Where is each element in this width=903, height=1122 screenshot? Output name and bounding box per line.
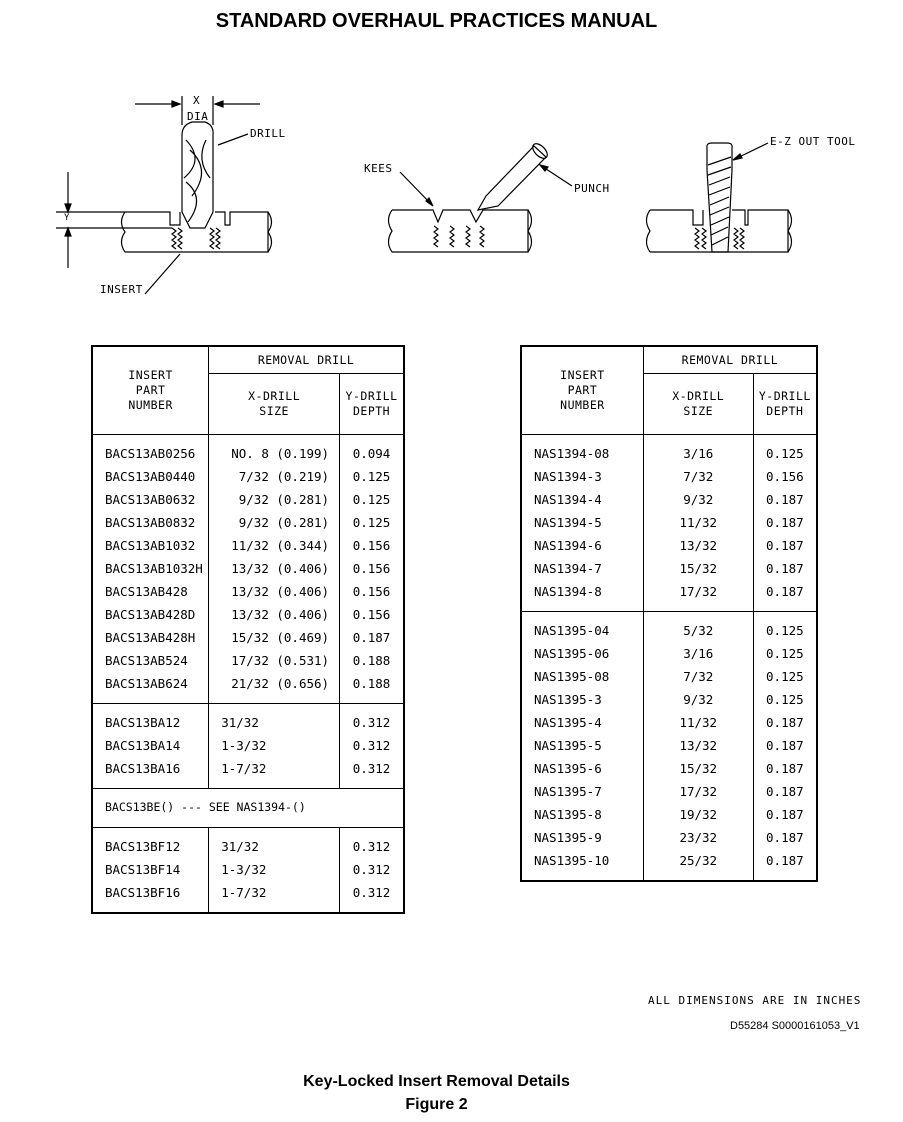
- table-row: [521, 465, 817, 488]
- table-row: [521, 826, 817, 849]
- x-drill-size-cell: NO. 8 (0.199): [209, 442, 340, 465]
- drill-view: [56, 96, 272, 294]
- part-number-cell: BACS13AB0440: [105, 469, 196, 484]
- y-drill-depth-cell: 0.187: [753, 557, 817, 580]
- part-number-cell: NAS1394-6: [534, 538, 602, 553]
- x-drill-size-cell: 7/32: [643, 465, 753, 488]
- part-number-cell: NAS1394-7: [534, 561, 602, 576]
- table-row: [521, 619, 817, 642]
- table-row: [92, 442, 404, 465]
- x-drill-size-cell: 17/32: [643, 580, 753, 603]
- table-row: [521, 688, 817, 711]
- table-row: [521, 488, 817, 511]
- x-drill-size-cell: 7/32: [643, 665, 753, 688]
- header-x-drill-size: [643, 374, 753, 435]
- part-number-cell: NAS1395-4: [534, 715, 602, 730]
- y-drill-depth-cell: 0.125: [340, 465, 404, 488]
- header-removal-drill: REMOVAL DRILL: [643, 346, 817, 374]
- y-drill-depth-cell: 0.156: [340, 580, 404, 603]
- x-drill-size-cell: 25/32: [643, 849, 753, 872]
- x-drill-size-cell: 13/32 (0.406): [209, 603, 340, 626]
- y-drill-depth-cell: 0.187: [753, 849, 817, 872]
- right-insert-table: [520, 345, 818, 882]
- table-row: [92, 649, 404, 672]
- y-drill-depth-cell: 0.312: [340, 881, 404, 904]
- header-x-line: X-DRILL: [672, 389, 725, 403]
- part-number-cell: BACS13AB524: [105, 653, 188, 668]
- table-note-row: [92, 796, 404, 819]
- part-number-cell: BACS13AB0832: [105, 515, 196, 530]
- part-number-cell: NAS1394-4: [534, 492, 602, 507]
- header-y-line: Y-DRILL: [345, 389, 398, 403]
- header-part-line: PART: [135, 383, 166, 397]
- table-row: [521, 734, 817, 757]
- part-number-cell: NAS1395-8: [534, 807, 602, 822]
- y-drill-depth-cell: 0.312: [340, 835, 404, 858]
- x-drill-size-cell: 15/32 (0.469): [209, 626, 340, 649]
- table-row: [521, 803, 817, 826]
- y-drill-depth-cell: 0.156: [340, 603, 404, 626]
- part-number-cell: NAS1395-06: [534, 646, 610, 661]
- y-drill-depth-cell: 0.187: [753, 780, 817, 803]
- x-drill-size-cell: 1-3/32: [209, 858, 340, 881]
- y-drill-depth-cell: 0.187: [753, 488, 817, 511]
- part-number-cell: BACS13AB428D: [105, 607, 196, 622]
- table-note: BACS13BE() --- SEE NAS1394-(): [105, 800, 306, 814]
- y-drill-depth-cell: 0.125: [753, 642, 817, 665]
- y-drill-depth-cell: 0.187: [753, 734, 817, 757]
- table-row: [521, 757, 817, 780]
- part-number-cell: BACS13AB428: [105, 584, 188, 599]
- table-row: [521, 849, 817, 872]
- y-drill-depth-cell: 0.188: [340, 649, 404, 672]
- figure-number: Figure 2: [405, 1096, 468, 1113]
- part-number-cell: NAS1395-3: [534, 692, 602, 707]
- y-drill-depth-cell: 0.188: [340, 672, 404, 695]
- kees-punch-view: [389, 141, 573, 252]
- table-row: [521, 711, 817, 734]
- x-drill-size-cell: 15/32: [643, 757, 753, 780]
- x-drill-size-cell: 1-7/32: [209, 757, 340, 780]
- table-row: [92, 672, 404, 695]
- x-drill-size-cell: 1-7/32: [209, 881, 340, 904]
- part-number-cell: BACS13BA16: [105, 761, 181, 776]
- x-drill-size-cell: 13/32: [643, 734, 753, 757]
- x-drill-size-cell: 9/32: [643, 488, 753, 511]
- part-number-cell: BACS13AB428H: [105, 630, 196, 645]
- y-drill-depth-cell: 0.125: [340, 488, 404, 511]
- x-drill-size-cell: 9/32 (0.281): [209, 488, 340, 511]
- header-part-line: INSERT: [128, 368, 173, 382]
- header-part-line: NUMBER: [560, 398, 605, 412]
- x-drill-size-cell: 13/32 (0.406): [209, 580, 340, 603]
- part-number-cell: BACS13AB0632: [105, 492, 196, 507]
- part-number-cell: NAS1394-3: [534, 469, 602, 484]
- x-drill-size-cell: 19/32: [643, 803, 753, 826]
- x-drill-size-cell: 1-3/32: [209, 734, 340, 757]
- x-drill-size-cell: 7/32 (0.219): [209, 465, 340, 488]
- table-row: [521, 780, 817, 803]
- y-drill-depth-cell: 0.312: [340, 711, 404, 734]
- y-drill-depth-cell: 0.156: [753, 465, 817, 488]
- y-drill-depth-cell: 0.312: [340, 757, 404, 780]
- part-number-cell: NAS1394-5: [534, 515, 602, 530]
- x-drill-size-cell: 21/32 (0.656): [209, 672, 340, 695]
- part-number-cell: BACS13BF16: [105, 885, 181, 900]
- insert-label: INSERT: [100, 283, 143, 296]
- kees-label: KEES: [364, 162, 393, 175]
- table-row: [92, 835, 404, 858]
- part-number-cell: NAS1395-08: [534, 669, 610, 684]
- table-row: [521, 642, 817, 665]
- header-insert-part-number: [92, 346, 209, 435]
- part-number-cell: BACS13AB1032: [105, 538, 196, 553]
- part-number-cell: BACS13AB0256: [105, 446, 196, 461]
- table-row: [92, 757, 404, 780]
- table-row: [92, 603, 404, 626]
- header-y-drill-depth: [340, 374, 404, 435]
- x-drill-size-cell: 9/32: [643, 688, 753, 711]
- part-number-cell: NAS1395-04: [534, 623, 610, 638]
- x-drill-size-cell: 11/32 (0.344): [209, 534, 340, 557]
- y-drill-depth-cell: 0.187: [753, 534, 817, 557]
- left-insert-table: [91, 345, 405, 914]
- table-row: [92, 580, 404, 603]
- part-number-cell: BACS13BA12: [105, 715, 181, 730]
- part-number-cell: BACS13AB624: [105, 676, 188, 691]
- table-row: [92, 511, 404, 534]
- y-drill-depth-cell: 0.187: [753, 826, 817, 849]
- table-row: [92, 534, 404, 557]
- x-drill-size-cell: 11/32: [643, 511, 753, 534]
- table-row: [92, 858, 404, 881]
- part-number-cell: NAS1394-08: [534, 446, 610, 461]
- header-part-line: NUMBER: [128, 398, 173, 412]
- part-number-cell: BACS13BF14: [105, 862, 181, 877]
- x-drill-size-cell: 13/32 (0.406): [209, 557, 340, 580]
- x-drill-size-cell: 5/32: [643, 619, 753, 642]
- part-number-cell: BACS13AB1032H: [105, 561, 203, 576]
- dia-label: DIA: [187, 110, 209, 123]
- part-number-cell: NAS1395-6: [534, 761, 602, 776]
- y-drill-depth-cell: 0.187: [753, 580, 817, 603]
- y-drill-depth-cell: 0.125: [340, 511, 404, 534]
- y-drill-depth-cell: 0.312: [340, 858, 404, 881]
- y-drill-depth-cell: 0.312: [340, 734, 404, 757]
- header-x-line: X-DRILL: [248, 389, 301, 403]
- y-drill-depth-cell: 0.187: [753, 757, 817, 780]
- table-row: [521, 580, 817, 603]
- table-row: [92, 557, 404, 580]
- table-row: [521, 557, 817, 580]
- x-drill-size-cell: 15/32: [643, 557, 753, 580]
- table-row: [92, 626, 404, 649]
- part-number-cell: NAS1395-10: [534, 853, 610, 868]
- table-row: [92, 881, 404, 904]
- figure-caption: Key-Locked Insert Removal Details: [303, 1073, 570, 1090]
- table-row: [92, 488, 404, 511]
- insert-removal-illustration: [0, 80, 903, 310]
- header-x-line: SIZE: [259, 404, 289, 418]
- table-row: [521, 442, 817, 465]
- header-y-line: DEPTH: [352, 404, 391, 418]
- header-removal-drill: REMOVAL DRILL: [209, 346, 404, 374]
- header-part-line: PART: [567, 383, 598, 397]
- page-title: STANDARD OVERHAUL PRACTICES MANUAL: [215, 10, 658, 32]
- punch-label: PUNCH: [574, 182, 610, 195]
- y-label: Y: [64, 213, 70, 223]
- y-drill-depth-cell: 0.125: [753, 688, 817, 711]
- table-row: [521, 665, 817, 688]
- x-drill-size-cell: 17/32: [643, 780, 753, 803]
- x-drill-size-cell: 17/32 (0.531): [209, 649, 340, 672]
- y-drill-depth-cell: 0.156: [340, 534, 404, 557]
- x-drill-size-cell: 3/16: [643, 642, 753, 665]
- ez-out-view: [647, 143, 792, 252]
- figure-id: D55284 S0000161053_V1: [730, 1020, 860, 1032]
- y-drill-depth-cell: 0.187: [753, 803, 817, 826]
- part-number-cell: NAS1394-8: [534, 584, 602, 599]
- y-drill-depth-cell: 0.125: [753, 665, 817, 688]
- table-row: [92, 465, 404, 488]
- y-drill-depth-cell: 0.125: [753, 619, 817, 642]
- part-number-cell: BACS13BF12: [105, 839, 181, 854]
- table-row: [521, 534, 817, 557]
- table-row: [521, 511, 817, 534]
- dimensions-note: ALL DIMENSIONS ARE IN INCHES: [648, 994, 862, 1007]
- table-row: [92, 734, 404, 757]
- header-part-line: INSERT: [560, 368, 605, 382]
- header-insert-part-number: [521, 346, 643, 435]
- header-y-line: Y-DRILL: [758, 389, 811, 403]
- x-drill-size-cell: 23/32: [643, 826, 753, 849]
- ez-out-tool-label: E-Z OUT TOOL: [770, 135, 856, 148]
- table-row: [92, 711, 404, 734]
- y-drill-depth-cell: 0.187: [753, 711, 817, 734]
- x-drill-size-cell: 31/32: [209, 835, 340, 858]
- y-drill-depth-cell: 0.187: [753, 511, 817, 534]
- header-x-drill-size: [209, 374, 340, 435]
- x-drill-size-cell: 13/32: [643, 534, 753, 557]
- header-x-line: SIZE: [683, 404, 714, 418]
- y-drill-depth-cell: 0.094: [340, 442, 404, 465]
- x-label: X: [193, 94, 201, 107]
- header-y-drill-depth: [753, 374, 817, 435]
- x-drill-size-cell: 3/16: [643, 442, 753, 465]
- x-drill-size-cell: 9/32 (0.281): [209, 511, 340, 534]
- part-number-cell: NAS1395-5: [534, 738, 602, 753]
- header-y-line: DEPTH: [766, 404, 804, 418]
- drill-label: DRILL: [250, 127, 286, 140]
- part-number-cell: BACS13BA14: [105, 738, 181, 753]
- x-drill-size-cell: 11/32: [643, 711, 753, 734]
- y-drill-depth-cell: 0.156: [340, 557, 404, 580]
- part-number-cell: NAS1395-7: [534, 784, 602, 799]
- part-number-cell: NAS1395-9: [534, 830, 602, 845]
- y-drill-depth-cell: 0.187: [340, 626, 404, 649]
- y-drill-depth-cell: 0.125: [753, 442, 817, 465]
- x-drill-size-cell: 31/32: [209, 711, 340, 734]
